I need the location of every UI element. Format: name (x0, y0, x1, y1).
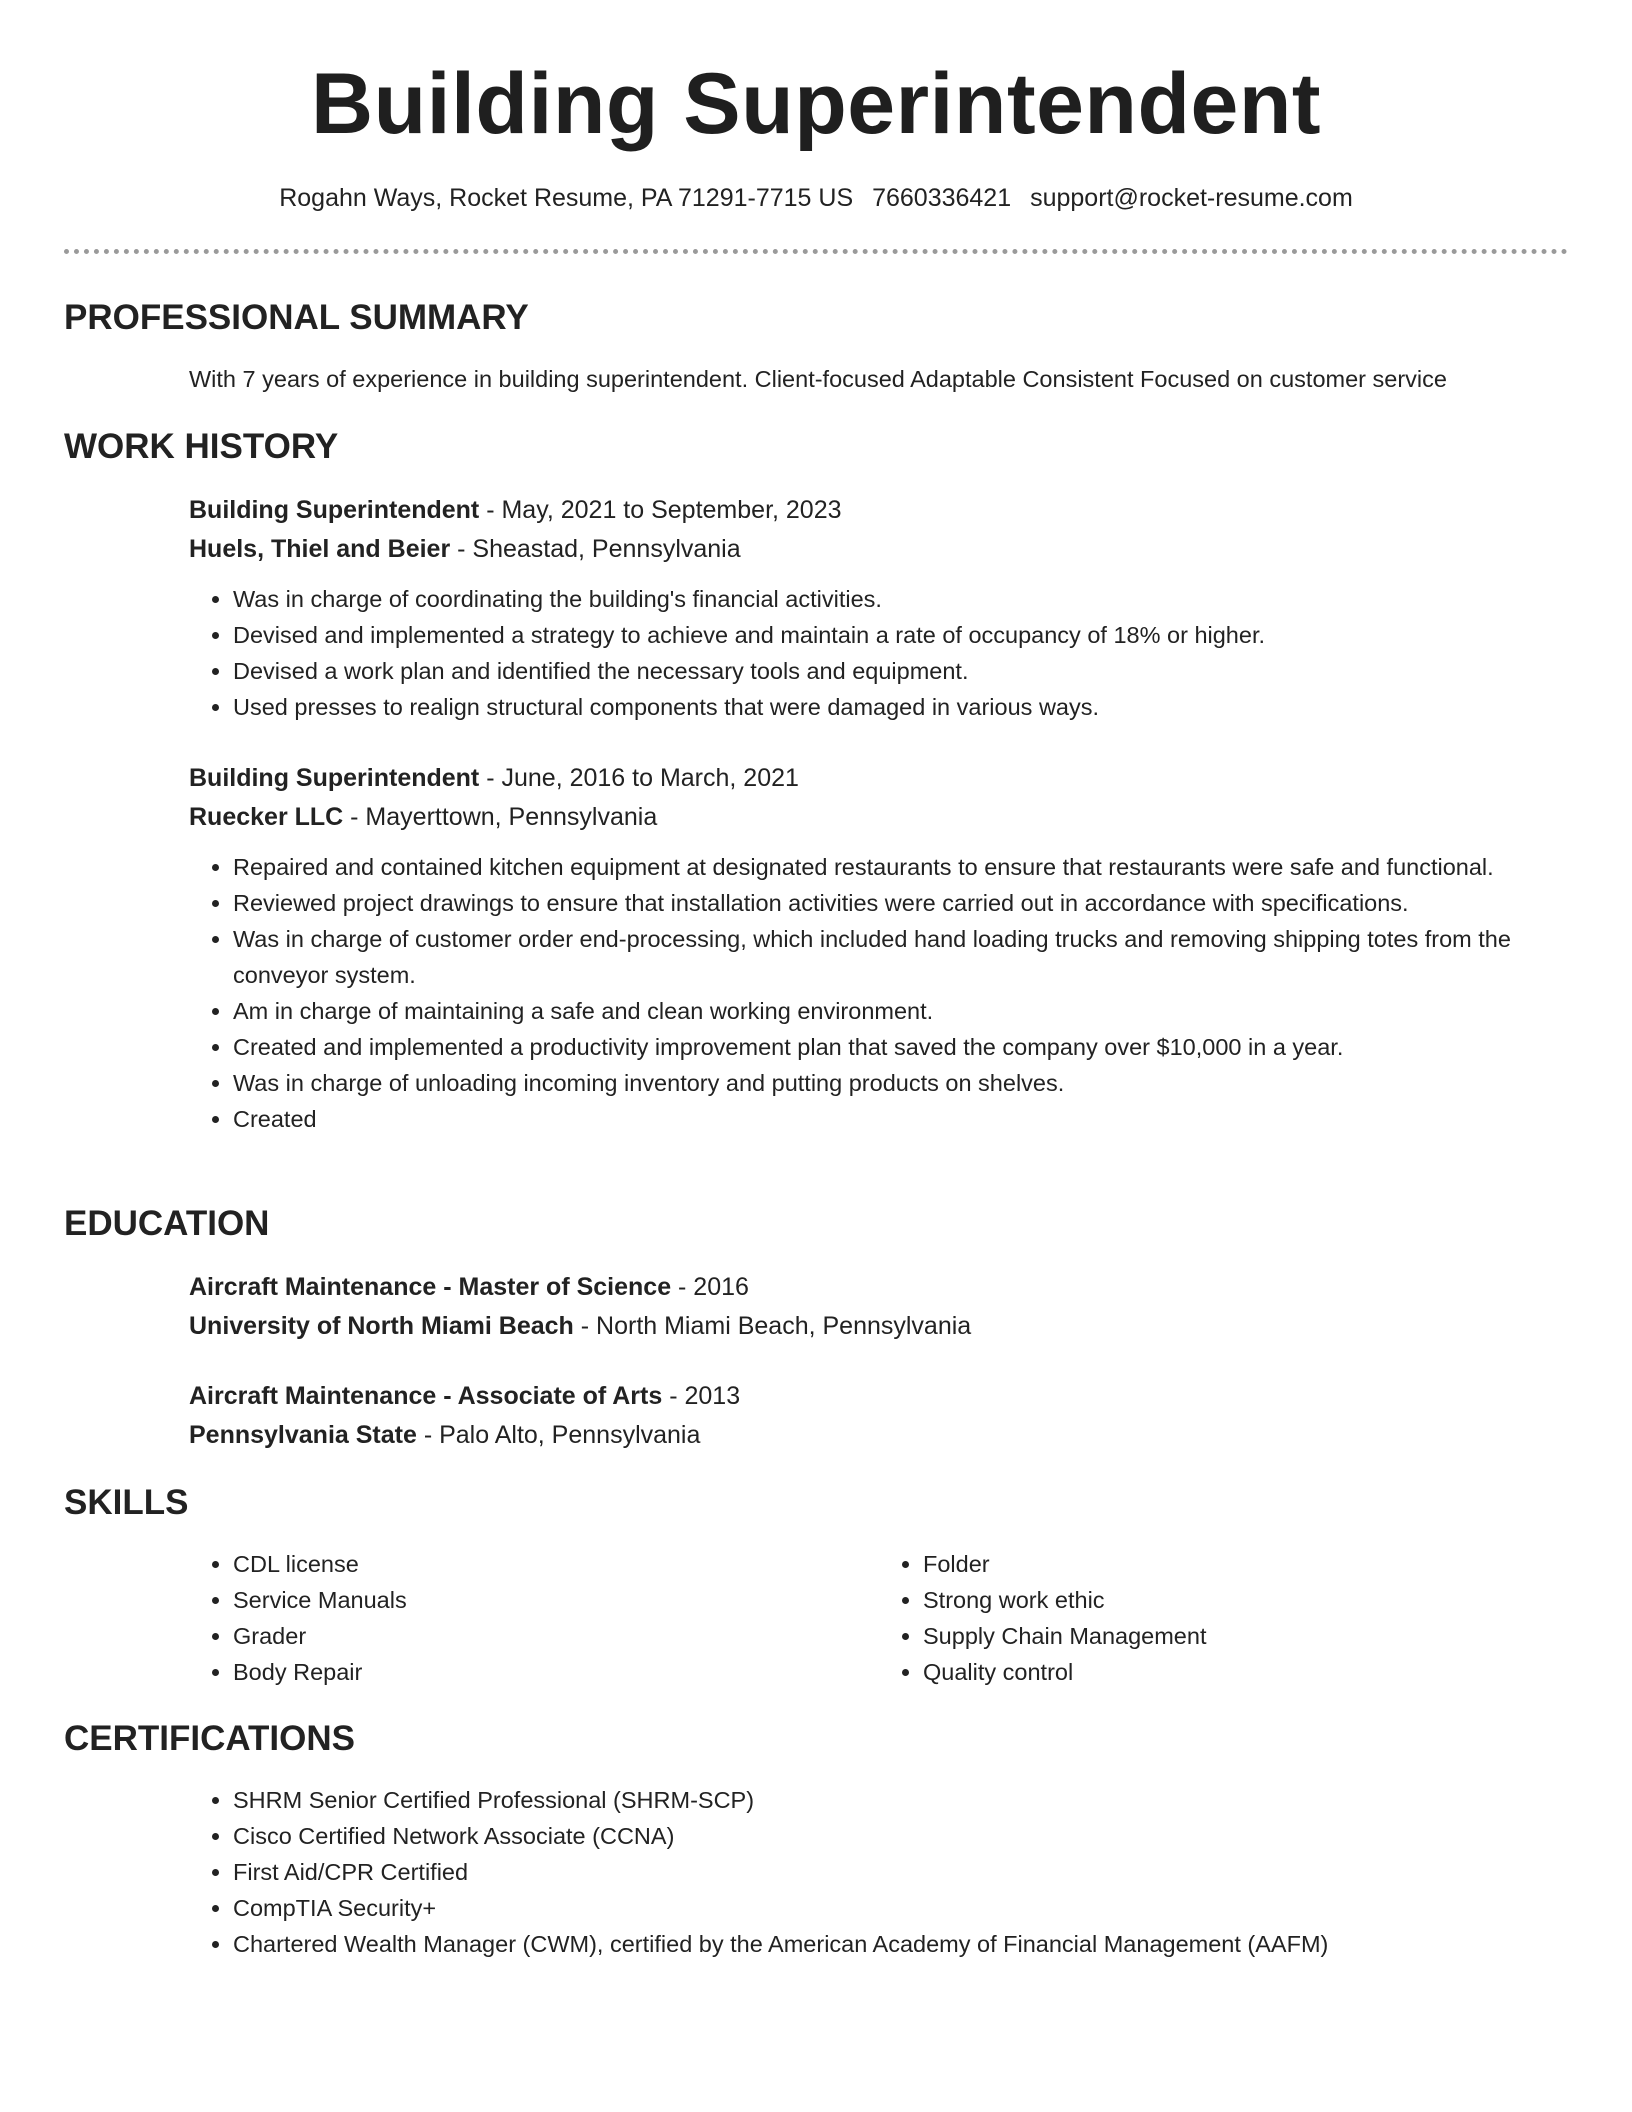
list-item: • Am in charge of maintaining a safe and clean working environment. (233, 993, 1593, 1029)
job-dates: - May, 2021 to September, 2023 (479, 496, 842, 524)
degree-year: - 2013 (662, 1382, 741, 1410)
school: University of North Miami Beach (189, 1312, 574, 1340)
job-entry (189, 759, 1569, 1137)
school-location: - North Miami Beach, Pennsylvania (573, 1312, 972, 1340)
section-title-summary: PROFESSIONAL SUMMARY (64, 298, 529, 337)
list-item: • Cisco Certified Network Associate (CCNA) (233, 1818, 1569, 1854)
list-item: • SHRM Senior Certified Professional (SHRM-SCP) (233, 1782, 1569, 1818)
school-line (189, 1416, 1569, 1455)
job-company-line (189, 798, 1569, 837)
section-title-skills: SKILLS (64, 1483, 189, 1522)
section-title-education: EDUCATION (64, 1204, 270, 1243)
school-location: - Palo Alto, Pennsylvania (416, 1421, 701, 1449)
contact-address: Rogahn Ways, Rocket Resume, PA 71291-7715 US (279, 184, 854, 212)
section-title-certifications: CERTIFICATIONS (64, 1719, 356, 1758)
job-role: Building Superintendent (189, 496, 480, 524)
degree-line (189, 1268, 1569, 1307)
degree-line (189, 1377, 1569, 1416)
list-item: • Devised and implemented a strategy to achieve and maintain a rate of occupancy of 18% or higher. (233, 617, 1569, 653)
certifications-list (189, 1782, 1569, 1962)
header-divider (64, 249, 1568, 254)
section-title-work-history: WORK HISTORY (64, 427, 339, 466)
certifications-list-wrap (189, 1782, 1569, 1962)
list-item: • Created (233, 1101, 1593, 1137)
list-item: • Quality control (923, 1654, 1569, 1690)
list-item: • CompTIA Security+ (233, 1890, 1569, 1926)
candidate-name: Building Superintendent (311, 56, 1321, 152)
list-item: • Was in charge of customer order end-processing, which included hand loading trucks and removing shipping totes from the conveyor system. (233, 921, 1593, 993)
education-entry (189, 1377, 1569, 1455)
job-dates: - June, 2016 to March, 2021 (479, 764, 799, 792)
school: Pennsylvania State (189, 1421, 417, 1449)
list-item: • Chartered Wealth Manager (CWM), certified by the American Academy of Financial Management (AAFM) (233, 1926, 1569, 1962)
list-item: • CDL license (233, 1546, 879, 1582)
degree: Aircraft Maintenance - Master of Science (189, 1273, 672, 1301)
list-item: • Used presses to realign structural components that were damaged in various ways. (233, 689, 1569, 725)
job-company: Ruecker LLC (189, 803, 344, 831)
job-company-line (189, 530, 1569, 569)
list-item: • Grader (233, 1618, 879, 1654)
job-entry (189, 491, 1569, 725)
job-role: Building Superintendent (189, 764, 480, 792)
contact-email[interactable]: support@rocket-resume.com (1030, 184, 1353, 212)
degree: Aircraft Maintenance - Associate of Arts (189, 1382, 663, 1410)
list-item: • Supply Chain Management (923, 1618, 1569, 1654)
summary-text: With 7 years of experience in building superintendent. Client-focused Adaptable Consistent Focused on customer service (189, 366, 1447, 392)
list-item: • Strong work ethic (923, 1582, 1569, 1618)
list-item: • First Aid/CPR Certified (233, 1854, 1569, 1890)
list-item: • Was in charge of coordinating the building's financial activities. (233, 581, 1569, 617)
job-location: - Sheastad, Pennsylvania (450, 535, 741, 563)
list-item: • Body Repair (233, 1654, 879, 1690)
list-item: • Was in charge of unloading incoming inventory and putting products on shelves. (233, 1065, 1593, 1101)
job-company: Huels, Thiel and Beier (189, 535, 451, 563)
job-bullets (189, 581, 1569, 725)
job-title-line (189, 759, 1569, 798)
job-location: - Mayerttown, Pennsylvania (343, 803, 658, 831)
list-item: • Created and implemented a productivity improvement plan that saved the company over $10,000 in a year. (233, 1029, 1593, 1065)
list-item: • Folder (923, 1546, 1569, 1582)
job-bullets (189, 849, 1593, 1137)
list-item: • Devised a work plan and identified the necessary tools and equipment. (233, 653, 1569, 689)
degree-year: - 2016 (671, 1273, 749, 1301)
education-entry (189, 1268, 1569, 1346)
contact-line (0, 180, 1632, 216)
list-item: • Service Manuals (233, 1582, 879, 1618)
skills-column-left (189, 1546, 879, 1690)
skills-grid (189, 1546, 1569, 1690)
list-item: • Reviewed project drawings to ensure that installation activities were carried out in accordance with specifications. (233, 885, 1593, 921)
school-line (189, 1307, 1569, 1346)
contact-phone: 7660336421 (872, 184, 1012, 212)
list-item: • Repaired and contained kitchen equipment at designated restaurants to ensure that restaurants were safe and functional. (233, 849, 1593, 885)
job-title-line (189, 491, 1569, 530)
skills-column-right (879, 1546, 1569, 1690)
